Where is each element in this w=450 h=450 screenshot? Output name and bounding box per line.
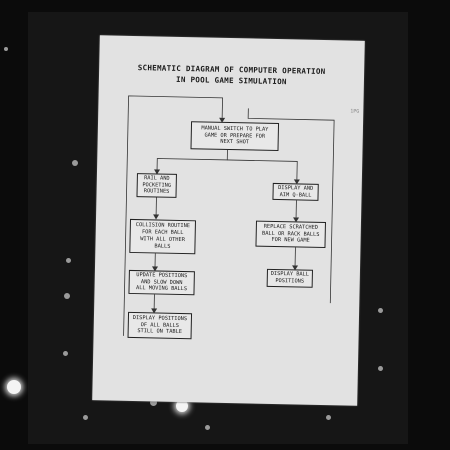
box-display-aim: DISPLAY AND AIM Q-BALL bbox=[272, 183, 318, 201]
pinhole bbox=[378, 308, 383, 313]
box-collision-routine: COLLISION ROUTINE FOR EACH BALL WITH ALL OTHER BALLS bbox=[129, 219, 196, 254]
light-reflection bbox=[7, 380, 21, 394]
pinhole bbox=[326, 415, 331, 420]
pinhole bbox=[205, 425, 210, 430]
corner-mark: 1PG bbox=[350, 108, 360, 115]
pinhole bbox=[64, 293, 70, 299]
pinhole bbox=[72, 160, 78, 166]
box-update-positions: UPDATE POSITIONS AND SLOW DOWN ALL MOVING BALLS bbox=[128, 270, 194, 295]
pinhole bbox=[83, 415, 88, 420]
pinhole bbox=[63, 351, 68, 356]
connector-split-right bbox=[227, 160, 297, 179]
diagram-sheet bbox=[92, 35, 365, 405]
pinhole bbox=[4, 47, 8, 51]
box-manual-switch: MANUAL SWITCH TO PLAY GAME OR PREPARE FOR NEXT SHOT bbox=[190, 121, 279, 151]
box-rail-pocketing: RAIL AND POCKETING ROUTINES bbox=[136, 173, 176, 198]
box-replace-scratched: REPLACE SCRATCHED BALL OR RACK BALLS FOR NEW GAME bbox=[255, 221, 326, 248]
pinhole bbox=[66, 258, 71, 263]
pinhole bbox=[378, 366, 383, 371]
title-line-1: SCHEMATIC DIAGRAM OF COMPUTER OPERATION bbox=[137, 63, 326, 76]
box-display-positions-all: DISPLAY POSITIONS OF ALL BALLS STILL ON TABLE bbox=[128, 312, 193, 339]
box-display-ball-positions: DISPLAY BALL POSITIONS bbox=[267, 269, 313, 288]
title-line-2: IN POOL GAME SIMULATION bbox=[175, 74, 287, 87]
connector-split bbox=[157, 148, 227, 170]
